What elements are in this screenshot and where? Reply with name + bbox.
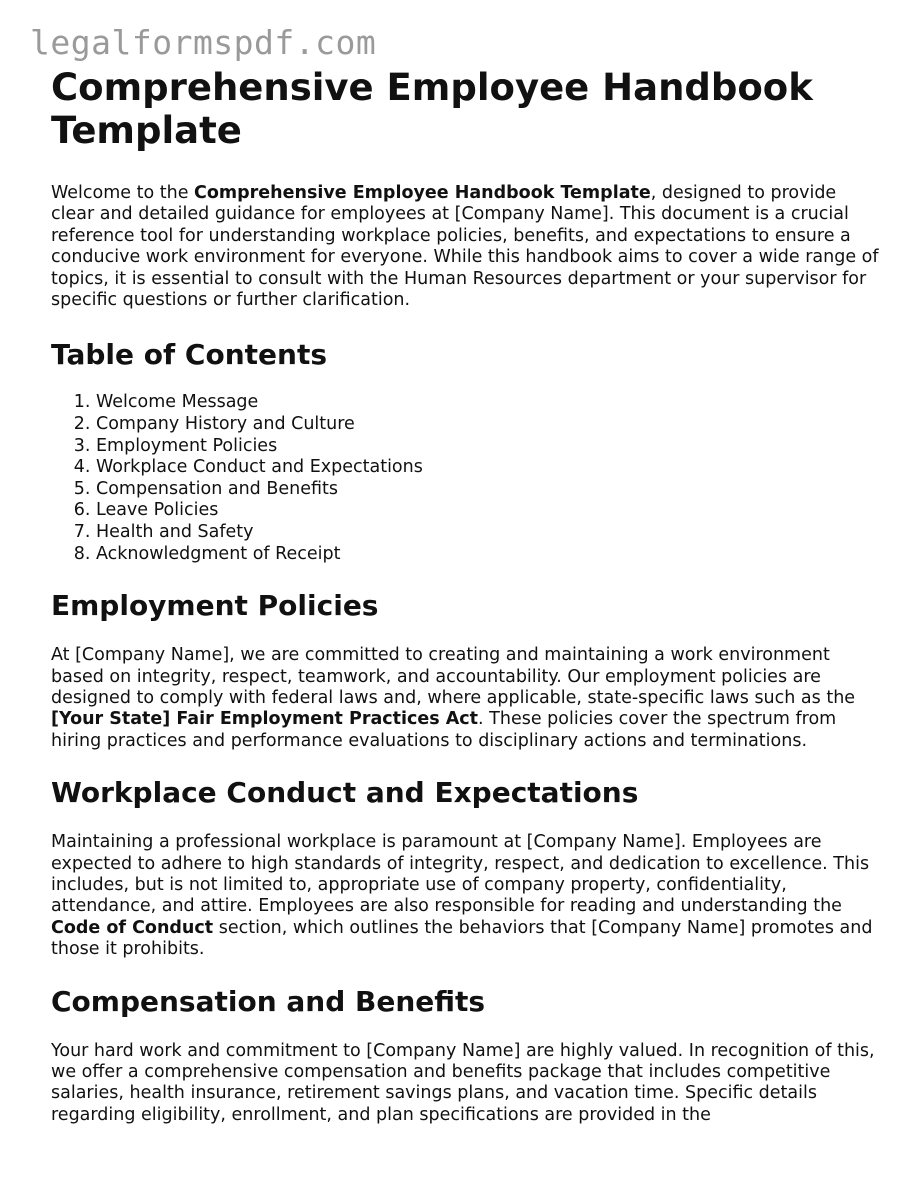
- toc-item: 6. Leave Policies: [96, 500, 881, 522]
- workplace-conduct-paragraph: [51, 832, 881, 960]
- intro-bold-title: Comprehensive Employee Handbook Template: [194, 183, 651, 203]
- toc-item: 2. Company History and Culture: [96, 414, 881, 436]
- workplace-conduct-heading: Workplace Conduct and Expectations: [51, 776, 639, 810]
- employment-bold-act: [Your State] Fair Employment Practices Act: [51, 709, 479, 730]
- intro-paragraph: [51, 183, 881, 311]
- toc-item: 7. Health and Safety: [96, 522, 881, 544]
- toc-list: [51, 392, 881, 565]
- intro-text-start: Welcome to the: [51, 183, 195, 203]
- toc-item: 3. Employment Policies: [96, 436, 881, 458]
- toc-item: 8. Acknowledgment of Receipt: [96, 544, 881, 566]
- toc-heading: Table of Contents: [51, 338, 328, 372]
- toc-item: 1. Welcome Message: [96, 392, 881, 414]
- toc-item: 4. Workplace Conduct and Expectations: [96, 457, 881, 479]
- employment-text-start: At [Company Name], we are committed to creating and maintaining a work environment based on integrity, respect, teamwork, and accountability. Our employment policies are designed to comply with federal laws and, where applicable, state-specific laws such as the: [51, 645, 856, 708]
- employment-policies-heading: Employment Policies: [51, 589, 379, 623]
- document-page: [51, 66, 881, 1126]
- conduct-text-start: Maintaining a professional workplace is paramount at [Company Name]. Employees are expected to adhere to high standards of integrity, respect, and dedication to excellence. This includes, but is not limited to, appropriate use of company property, confidentiality, attendance, and attire. Employees are also responsible for reading and understanding the: [51, 832, 870, 917]
- intro-text-end: , designed to provide clear and detailed guidance for employees at [Company Name]. This document is a crucial reference tool for understanding workplace policies, benefits, and expectations to ensure a conducive work environment for everyone. While this handbook aims to cover a wide range of topics, it is essential to consult with the Human Resources department or your supervisor for specific questions or further clarification.: [51, 183, 879, 311]
- toc-item: 5. Compensation and Benefits: [96, 479, 881, 501]
- conduct-bold-code: Code of Conduct: [51, 917, 214, 938]
- watermark: legalformspdf.com: [30, 23, 377, 62]
- compensation-benefits-paragraph: Your hard work and commitment to [Company Name] are highly valued. In recognition of this, we offer a comprehensive compensation and benefits package that includes competitive salaries, health insurance, retirement savings plans, and vacation time. Specific details regarding eligibility, enrollment, and plan specifications are provided in the: [51, 1040, 875, 1125]
- conduct-text-end: section, which outlines the behaviors that [Company Name] promotes and those it prohibits.: [51, 917, 873, 960]
- compensation-benefits-heading: Compensation and Benefits: [51, 984, 486, 1018]
- page-title: Comprehensive Employee Handbook Template: [51, 66, 813, 152]
- employment-policies-paragraph: [51, 645, 881, 752]
- employment-text-end: . These policies cover the spectrum from hiring practices and performance evaluations to disciplinary actions and terminations.: [51, 709, 837, 751]
